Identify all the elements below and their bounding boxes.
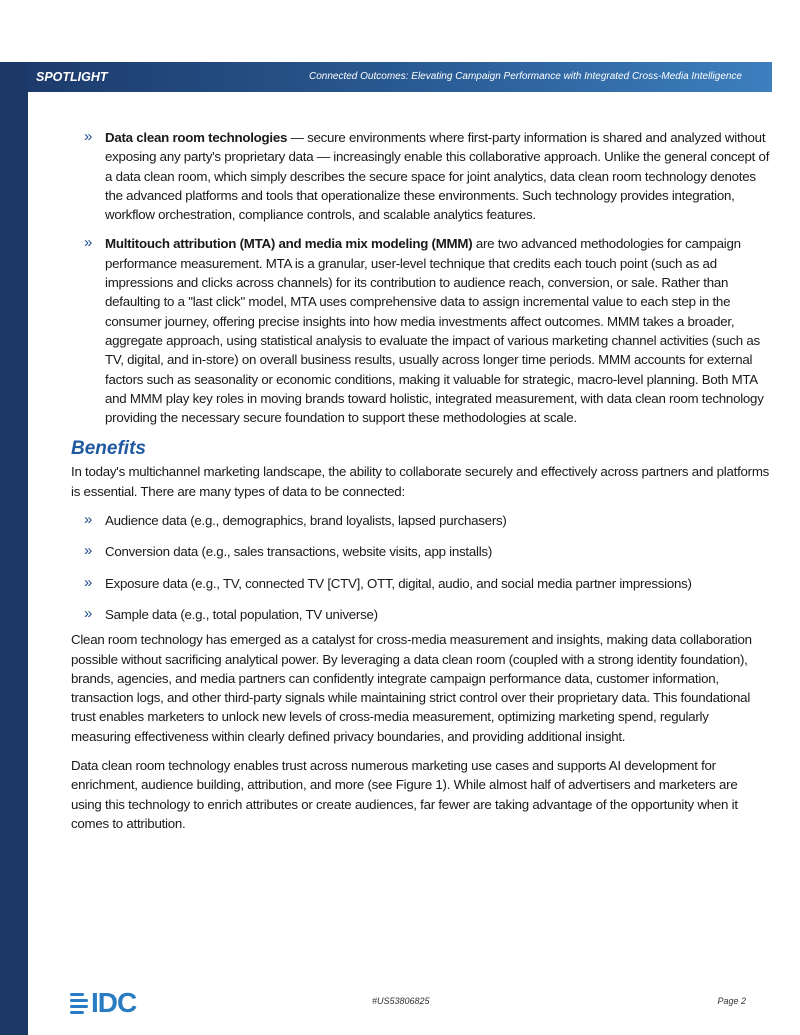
header-document-title: Connected Outcomes: Elevating Campaign Performance with Integrated Cross-Media Intelligence <box>309 71 742 82</box>
section-heading: Benefits <box>71 438 146 460</box>
logo-wordmark: IDC <box>91 987 137 1018</box>
page-content <box>71 128 771 843</box>
bullet-text: Exposure data (e.g., TV, connected TV [CTV], OTT, digital, audio, and social media partner impressions) <box>105 575 692 591</box>
benefits-intro: In today's multichannel marketing landscape, the ability to collaborate securely and effectively across partners and platforms is essential. There are many types of data to be connected: <box>71 464 770 499</box>
bullet-text: are two advanced methodologies for campaign performance measurement. MTA is a granular, user-level technique that credits each touch point (such as ad impressions and clicks across channels) for its contribution to audience reach, conversion, or sale. Rather than defaulting to a "last click" model, MTA uses comprehensive data to assign incremental value to each step in the consumer journey, offering precise insights into how media investments affect outcomes. MMM takes a broader, aggregate approach, using statistical analysis to evaluate the impact of various marketing channel activities (such as TV, digital, and in-store) on overall business results, usually across longer time periods. MMM accounts for external factors such as seasonality or economic conditions, making it valuable for strategic, macro-level planning. Both MTA and MMM play key roles in moving brands toward holistic, integrated measurement, with data clean room technology providing the necessary secure foundation to support these methodologies at scale. <box>105 236 764 426</box>
bullet-text: Sample data (e.g., total population, TV universe) <box>105 606 378 622</box>
document-id: #US53806825 <box>372 996 430 1006</box>
body-paragraph: Data clean room technology enables trust across numerous marketing use cases and supports AI development for enrichment, audience building, attribution, and more (see Figure 1). While almost half of advertisers and marketers are using this technology to enrich attributes or create audiences, far fewer are taking advantage of the opportunity when it comes to attribution. <box>71 758 738 831</box>
idc-logo <box>70 988 136 1018</box>
page-number: Page 2 <box>717 996 746 1006</box>
list-item <box>71 542 771 561</box>
intro-bullet-list <box>71 128 771 427</box>
header-section-label: SPOTLIGHT <box>36 70 108 84</box>
bullet-chevron-icon: » <box>84 234 93 252</box>
data-types-list <box>71 511 771 624</box>
bullet-chevron-icon: » <box>84 573 93 591</box>
bullet-chevron-icon: » <box>84 604 93 622</box>
bullet-chevron-icon: » <box>84 128 93 145</box>
list-item <box>71 605 771 624</box>
bullet-lead: Multitouch attribution (MTA) and media mix modeling (MMM) <box>105 236 473 252</box>
bullet-text: — secure environments where first-party information is shared and analyzed without exposing any party's proprietary data — increasingly enable this collaborative approach. Unlike the general concept of a data clean room, which simply describes the secure space for joint analytics, data clean room technology denotes the advanced platforms and tools that operationalize these environments. Such technology provides integration, workflow orchestration, compliance controls, and scalable analytics features. <box>105 130 770 223</box>
bullet-text: Audience data (e.g., demographics, brand loyalists, lapsed purchasers) <box>105 513 507 529</box>
list-item <box>71 234 771 427</box>
logo-stripes-icon <box>70 993 88 1014</box>
list-item <box>71 128 771 224</box>
list-item <box>71 511 771 530</box>
body-paragraph: Clean room technology has emerged as a catalyst for cross-media measurement and insights, making data collaboration possible without sacrificing analytical power. By leveraging a data clean room (coupled with a strong identity foundation), brands, agencies, and media partners can confidently integrate campaign performance data, customer information, transaction logs, and other third-party signals while maintaining strict control over their proprietary data. This foundational trust enables marketers to unlock new levels of cross-media measurement, optimizing marketing spend, regularly measuring effectiveness within clearly defined privacy boundaries, and providing additional insight. <box>71 632 752 744</box>
bullet-text: Conversion data (e.g., sales transactions, website visits, app installs) <box>105 544 493 560</box>
bullet-chevron-icon: » <box>84 511 93 529</box>
list-item <box>71 574 771 593</box>
bullet-lead: Data clean room technologies <box>105 130 288 145</box>
side-accent-bar <box>0 62 28 1035</box>
bullet-chevron-icon: » <box>84 542 93 560</box>
